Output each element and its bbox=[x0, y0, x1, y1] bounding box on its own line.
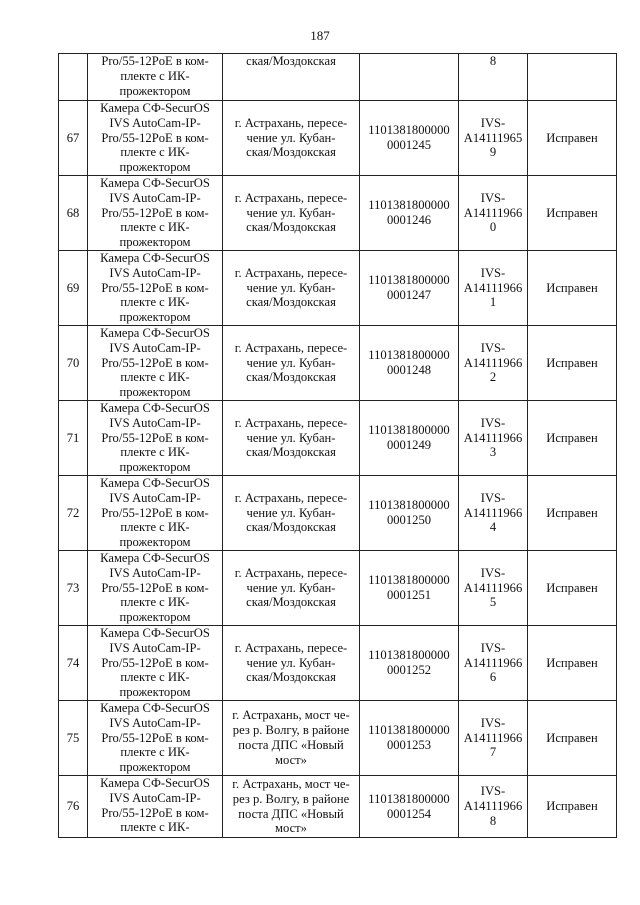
cell-status: Исправен bbox=[528, 551, 617, 626]
address-line: мост» bbox=[275, 821, 307, 836]
table-row bbox=[59, 776, 617, 838]
model-line: прожектором bbox=[119, 610, 191, 625]
cell-serial-number bbox=[459, 401, 528, 476]
cell-status: Исправен bbox=[528, 701, 617, 776]
cell-model bbox=[88, 54, 223, 101]
model-line: Pro/55-12PoE в ком- bbox=[101, 730, 209, 745]
serial-line: 8 bbox=[489, 813, 497, 828]
model-line: прожектором bbox=[119, 685, 191, 700]
cell-serial-number bbox=[459, 176, 528, 251]
address-line: мост» bbox=[275, 752, 307, 767]
serial-line: IVS- bbox=[480, 565, 506, 580]
address-line: ская/Моздокская bbox=[246, 295, 336, 310]
inventory-line: 1101381800000 bbox=[368, 423, 450, 438]
serial-line: 7 bbox=[489, 745, 497, 760]
model-line: Камера СФ-SecurOS bbox=[100, 176, 210, 190]
model-line: плекте с ИК- bbox=[120, 670, 190, 685]
cell-address bbox=[223, 401, 360, 476]
serial-line: 2 bbox=[489, 370, 497, 385]
inventory-line: 0001253 bbox=[386, 738, 432, 752]
table-row bbox=[59, 626, 617, 701]
address-line: г. Астрахань, пересе- bbox=[234, 565, 348, 580]
inventory-line: 1101381800000 bbox=[368, 273, 450, 288]
cell-inventory-number bbox=[360, 776, 459, 838]
serial-line: IVS- bbox=[480, 265, 506, 280]
cell-number: 76 bbox=[59, 776, 88, 838]
inventory-line: 0001252 bbox=[386, 663, 432, 677]
cell-inventory-number bbox=[360, 54, 459, 101]
cell-address bbox=[223, 551, 360, 626]
cell-inventory-number bbox=[360, 401, 459, 476]
cell-model bbox=[88, 626, 223, 701]
serial-line: A14111966 bbox=[463, 580, 523, 595]
cell-model bbox=[88, 776, 223, 838]
cell-serial-number bbox=[459, 326, 528, 401]
cell-inventory-number bbox=[360, 326, 459, 401]
model-line: Pro/55-12PoE в ком- bbox=[101, 430, 209, 445]
cell-address bbox=[223, 251, 360, 326]
serial-line: A14111966 bbox=[463, 280, 523, 295]
serial-line: A14111966 bbox=[463, 799, 523, 814]
cell-number bbox=[59, 54, 88, 101]
equipment-table bbox=[58, 53, 617, 838]
equipment-table-body bbox=[59, 54, 617, 838]
address-line: чение ул. Кубан- bbox=[246, 355, 336, 370]
serial-line: IVS- bbox=[480, 640, 506, 655]
address-line: г. Астрахань, пересе- bbox=[234, 265, 348, 280]
model-line: прожектором bbox=[119, 535, 191, 550]
inventory-line: 0001254 bbox=[386, 806, 432, 821]
cell-inventory-number bbox=[360, 101, 459, 176]
cell-serial-number bbox=[459, 101, 528, 176]
serial-line: A14111966 bbox=[463, 505, 523, 520]
cell-address bbox=[223, 54, 360, 101]
cell-model bbox=[88, 476, 223, 551]
model-line: плекте с ИК- bbox=[120, 145, 190, 160]
address-line: г. Астрахань, мост че- bbox=[232, 708, 350, 723]
cell-address bbox=[223, 476, 360, 551]
serial-line: IVS- bbox=[480, 784, 506, 799]
cell-inventory-number bbox=[360, 551, 459, 626]
inventory-line: 1101381800000 bbox=[368, 791, 450, 806]
cell-number: 74 bbox=[59, 626, 88, 701]
table-row bbox=[59, 251, 617, 326]
cell-inventory-number bbox=[360, 701, 459, 776]
address-line: чение ул. Кубан- bbox=[246, 505, 336, 520]
table-row bbox=[59, 551, 617, 626]
address-line: поста ДПС «Новый bbox=[238, 738, 344, 752]
address-line: поста ДПС «Новый bbox=[238, 806, 344, 821]
model-line: плекте с ИК- bbox=[120, 745, 190, 760]
cell-address bbox=[223, 176, 360, 251]
cell-number: 70 bbox=[59, 326, 88, 401]
model-line: прожектором bbox=[119, 385, 191, 400]
address-line: ская/Моздокская bbox=[246, 220, 336, 235]
model-line: плекте с ИК- bbox=[120, 220, 190, 235]
cell-model bbox=[88, 701, 223, 776]
serial-line: 8 bbox=[489, 54, 497, 68]
cell-status: Исправен bbox=[528, 401, 617, 476]
model-line: IVS AutoCam-IP- bbox=[109, 340, 201, 355]
model-line: прожектором bbox=[119, 760, 191, 775]
inventory-line: 0001247 bbox=[386, 288, 432, 302]
serial-line: 1 bbox=[489, 295, 497, 310]
cell-status: Исправен bbox=[528, 776, 617, 838]
model-line: Pro/55-12PoE в ком- bbox=[101, 505, 209, 520]
cell-status: Исправен bbox=[528, 251, 617, 326]
inventory-line: 0001248 bbox=[386, 363, 432, 377]
model-line: IVS AutoCam-IP- bbox=[109, 490, 201, 505]
address-line: чение ул. Кубан- bbox=[246, 430, 336, 445]
cell-status: Исправен bbox=[528, 101, 617, 176]
address-line: г. Астрахань, пересе- bbox=[234, 115, 348, 130]
cell-serial-number bbox=[459, 54, 528, 101]
serial-line: IVS- bbox=[480, 340, 506, 355]
model-line: прожектором bbox=[119, 310, 191, 325]
address-line: ская/Моздокская bbox=[246, 54, 336, 68]
model-line: прожектором bbox=[119, 83, 191, 98]
cell-serial-number bbox=[459, 701, 528, 776]
model-line: Pro/55-12PoE в ком- bbox=[101, 130, 209, 145]
serial-line: 4 bbox=[489, 520, 497, 535]
cell-number: 73 bbox=[59, 551, 88, 626]
cell-serial-number bbox=[459, 551, 528, 626]
cell-inventory-number bbox=[360, 176, 459, 251]
address-line: ская/Моздокская bbox=[246, 595, 336, 610]
model-line: Pro/55-12PoE в ком- bbox=[101, 54, 209, 68]
serial-line: 9 bbox=[489, 145, 497, 160]
table-row bbox=[59, 701, 617, 776]
model-line: Камера СФ-SecurOS bbox=[100, 776, 210, 790]
model-line: Камера СФ-SecurOS bbox=[100, 626, 210, 640]
inventory-line: 0001249 bbox=[386, 438, 432, 452]
inventory-line: 1101381800000 bbox=[368, 348, 450, 363]
serial-line: IVS- bbox=[480, 115, 506, 130]
cell-model bbox=[88, 176, 223, 251]
serial-line: A14111965 bbox=[463, 130, 523, 145]
cell-inventory-number bbox=[360, 476, 459, 551]
model-line: плекте с ИК- bbox=[120, 445, 190, 460]
serial-line: 5 bbox=[489, 595, 497, 610]
model-line: прожектором bbox=[119, 460, 191, 475]
model-line: плекте с ИК- bbox=[120, 520, 190, 535]
serial-line: IVS- bbox=[480, 415, 506, 430]
model-line: IVS AutoCam-IP- bbox=[109, 415, 201, 430]
model-line: Pro/55-12PoE в ком- bbox=[101, 805, 209, 820]
model-line: плекте с ИК- bbox=[120, 595, 190, 610]
model-line: плекте с ИК- bbox=[120, 820, 190, 835]
cell-number: 75 bbox=[59, 701, 88, 776]
address-line: чение ул. Кубан- bbox=[246, 280, 336, 295]
cell-model bbox=[88, 101, 223, 176]
serial-line: A14111966 bbox=[463, 655, 523, 670]
cell-address bbox=[223, 701, 360, 776]
cell-model bbox=[88, 401, 223, 476]
inventory-line: 0001246 bbox=[386, 213, 432, 227]
serial-line: A14111966 bbox=[463, 355, 523, 370]
model-line: Камера СФ-SecurOS bbox=[100, 701, 210, 715]
cell-address bbox=[223, 776, 360, 838]
address-line: г. Астрахань, пересе- bbox=[234, 415, 348, 430]
cell-inventory-number bbox=[360, 251, 459, 326]
model-line: Pro/55-12PoE в ком- bbox=[101, 655, 209, 670]
cell-serial-number bbox=[459, 776, 528, 838]
table-row-continued bbox=[59, 54, 617, 101]
cell-number: 68 bbox=[59, 176, 88, 251]
inventory-line: 1101381800000 bbox=[368, 648, 450, 663]
cell-status: Исправен bbox=[528, 626, 617, 701]
model-line: IVS AutoCam-IP- bbox=[109, 265, 201, 280]
inventory-line: 1101381800000 bbox=[368, 498, 450, 513]
cell-address bbox=[223, 101, 360, 176]
model-line: Pro/55-12PoE в ком- bbox=[101, 580, 209, 595]
address-line: г. Астрахань, пересе- bbox=[234, 190, 348, 205]
address-line: г. Астрахань, пересе- bbox=[234, 340, 348, 355]
model-line: прожектором bbox=[119, 235, 191, 250]
serial-line: 6 bbox=[489, 670, 497, 685]
table-row bbox=[59, 401, 617, 476]
address-line: чение ул. Кубан- bbox=[246, 130, 336, 145]
cell-status: Исправен bbox=[528, 176, 617, 251]
model-line: Камера СФ-SecurOS bbox=[100, 101, 210, 115]
cell-inventory-number bbox=[360, 626, 459, 701]
address-line: рез р. Волгу, в районе bbox=[232, 723, 350, 738]
address-line: г. Астрахань, пересе- bbox=[234, 490, 348, 505]
inventory-line: 0001250 bbox=[386, 513, 432, 527]
model-line: Камера СФ-SecurOS bbox=[100, 326, 210, 340]
model-line: Pro/55-12PoE в ком- bbox=[101, 355, 209, 370]
cell-number: 67 bbox=[59, 101, 88, 176]
serial-line: A14111966 bbox=[463, 430, 523, 445]
cell-address bbox=[223, 326, 360, 401]
table-row bbox=[59, 176, 617, 251]
table-row bbox=[59, 476, 617, 551]
cell-model bbox=[88, 251, 223, 326]
page-number: 187 bbox=[310, 28, 330, 43]
model-line: Pro/55-12PoE в ком- bbox=[101, 280, 209, 295]
model-line: плекте с ИК- bbox=[120, 68, 190, 83]
address-line: ская/Моздокская bbox=[246, 370, 336, 385]
model-line: IVS AutoCam-IP- bbox=[109, 115, 201, 130]
address-line: рез р. Волгу, в районе bbox=[232, 791, 350, 806]
serial-line: 0 bbox=[489, 220, 497, 235]
address-line: г. Астрахань, мост че- bbox=[232, 776, 350, 791]
cell-serial-number bbox=[459, 626, 528, 701]
inventory-line: 1101381800000 bbox=[368, 573, 450, 588]
serial-line: A14111966 bbox=[463, 205, 523, 220]
model-line: Камера СФ-SecurOS bbox=[100, 551, 210, 565]
serial-line: IVS- bbox=[480, 190, 506, 205]
cell-status bbox=[528, 54, 617, 101]
cell-number: 69 bbox=[59, 251, 88, 326]
inventory-line: 1101381800000 bbox=[368, 123, 450, 138]
inventory-line: 1101381800000 bbox=[368, 198, 450, 213]
serial-line: A14111966 bbox=[463, 730, 523, 745]
model-line: Камера СФ-SecurOS bbox=[100, 476, 210, 490]
address-line: ская/Моздокская bbox=[246, 520, 336, 535]
address-line: чение ул. Кубан- bbox=[246, 580, 336, 595]
model-line: Камера СФ-SecurOS bbox=[100, 401, 210, 415]
cell-number: 72 bbox=[59, 476, 88, 551]
cell-status: Исправен bbox=[528, 476, 617, 551]
model-line: IVS AutoCam-IP- bbox=[109, 790, 201, 805]
serial-line: IVS- bbox=[480, 715, 506, 730]
cell-number: 71 bbox=[59, 401, 88, 476]
address-line: чение ул. Кубан- bbox=[246, 655, 336, 670]
model-line: Pro/55-12PoE в ком- bbox=[101, 205, 209, 220]
model-line: IVS AutoCam-IP- bbox=[109, 565, 201, 580]
address-line: ская/Моздокская bbox=[246, 445, 336, 460]
cell-serial-number bbox=[459, 476, 528, 551]
serial-line: 3 bbox=[489, 445, 497, 460]
serial-line: IVS- bbox=[480, 490, 506, 505]
cell-status: Исправен bbox=[528, 326, 617, 401]
cell-serial-number bbox=[459, 251, 528, 326]
model-line: прожектором bbox=[119, 160, 191, 175]
cell-model bbox=[88, 551, 223, 626]
table-row bbox=[59, 326, 617, 401]
inventory-line: 0001245 bbox=[386, 138, 432, 152]
inventory-line: 1101381800000 bbox=[368, 723, 450, 738]
cell-address bbox=[223, 626, 360, 701]
model-line: IVS AutoCam-IP- bbox=[109, 640, 201, 655]
model-line: плекте с ИК- bbox=[120, 370, 190, 385]
address-line: ская/Моздокская bbox=[246, 670, 336, 685]
cell-model bbox=[88, 326, 223, 401]
model-line: плекте с ИК- bbox=[120, 295, 190, 310]
model-line: IVS AutoCam-IP- bbox=[109, 190, 201, 205]
address-line: г. Астрахань, пересе- bbox=[234, 640, 348, 655]
table-row bbox=[59, 101, 617, 176]
address-line: ская/Моздокская bbox=[246, 145, 336, 160]
inventory-line: 0001251 bbox=[386, 588, 432, 602]
address-line: чение ул. Кубан- bbox=[246, 205, 336, 220]
model-line: IVS AutoCam-IP- bbox=[109, 715, 201, 730]
model-line: Камера СФ-SecurOS bbox=[100, 251, 210, 265]
